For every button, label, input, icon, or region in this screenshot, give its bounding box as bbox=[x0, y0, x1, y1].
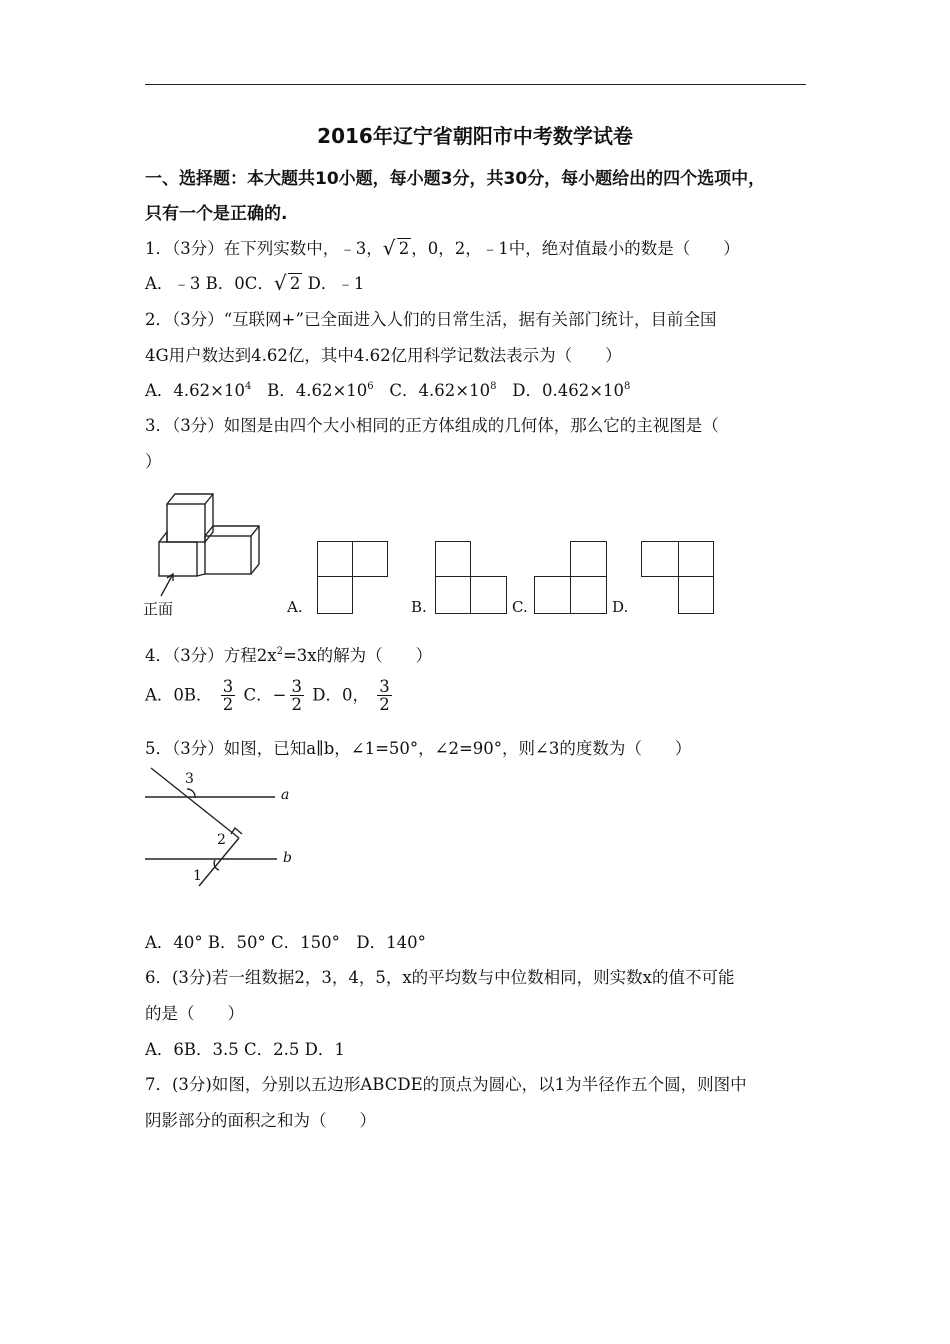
top-cube-front bbox=[167, 504, 205, 542]
q2-option-b: B．4.62×10 bbox=[267, 381, 368, 400]
q3-option-a-cell bbox=[317, 576, 353, 614]
q3-front-label: 正面 bbox=[143, 600, 174, 618]
q4-option-d: D．0， bbox=[312, 685, 369, 705]
q3-option-b-cell bbox=[435, 576, 471, 614]
q4-fraction-b-num: 3 bbox=[222, 677, 234, 696]
section-heading-line2: 只有一个是正确的. bbox=[145, 204, 288, 224]
q4-fraction-c-sign: − bbox=[272, 685, 287, 705]
bottom-right-cube-edge bbox=[251, 526, 259, 536]
transversal-upper bbox=[151, 768, 239, 838]
page-title: 2016年辽宁省朝阳市中考数学试卷 bbox=[317, 124, 633, 148]
q5-label-1: 1 bbox=[193, 868, 202, 884]
q2-option-d-exp: 8 bbox=[624, 381, 631, 392]
q3-option-a-label: A. bbox=[287, 598, 303, 616]
q5-label-a: a bbox=[281, 787, 290, 803]
q2-option-a: A．4.62×10 bbox=[145, 381, 245, 400]
q3-option-c-cell bbox=[534, 576, 571, 614]
q3-option-d-label: D. bbox=[612, 598, 629, 616]
q1-sqrt bbox=[383, 239, 412, 258]
q4-fraction-b-den: 2 bbox=[222, 695, 234, 715]
q1-option-sqrt bbox=[274, 274, 303, 293]
q3-option-b-label: B. bbox=[411, 598, 427, 616]
question-3-line1: 3．（3分）如图是由四个大小相同的正方体组成的几何体，那么它的主视图是（ bbox=[145, 416, 719, 435]
q3-option-b-cell bbox=[435, 541, 471, 577]
question-3-line2: ） bbox=[145, 452, 162, 471]
q1-options-a: A．﹣3 B．0C． bbox=[145, 274, 274, 293]
bottom-left-cube-front bbox=[159, 542, 197, 576]
q1-option-sqrt-radicand: 2 bbox=[289, 274, 301, 293]
q2-option-c-exp: 8 bbox=[490, 381, 497, 392]
q2-option-d: D．0.462×10 bbox=[512, 381, 625, 400]
q3-option-c-cell bbox=[570, 576, 607, 614]
question-2-options bbox=[145, 377, 630, 401]
bottom-right-cube-front bbox=[205, 536, 251, 574]
q4-stem-b: =3x的解为（ ） bbox=[282, 646, 433, 665]
q3-option-b-cell bbox=[470, 576, 507, 614]
q3-option-d-cell bbox=[678, 541, 714, 577]
q1-stem-b: ，0，2，﹣1中，绝对值最小的数是（ ） bbox=[411, 239, 740, 258]
q4-option-a: A．0B． bbox=[145, 685, 213, 705]
question-2-line2: 4G用户数达到4.62亿，其中4.62亿用科学记数法表示为（ ） bbox=[145, 346, 622, 365]
q4-fraction-c bbox=[290, 678, 305, 714]
bottom-left-cube-top bbox=[159, 532, 167, 542]
q1-stem-a: 1．（3分）在下列实数中，﹣3， bbox=[145, 239, 383, 258]
cube-join-edge bbox=[197, 574, 205, 576]
q3-option-d-cell bbox=[678, 576, 714, 614]
question-7-line2: 阴影部分的面积之和为（ ） bbox=[145, 1111, 376, 1130]
q4-stem-exp: 2 bbox=[276, 646, 283, 657]
q4-fraction-c-den: 2 bbox=[291, 695, 302, 715]
question-7-line1: 7．(3分)如图，分别以五边形ABCDE的顶点为圆心，以1为半径作五个圆，则图中 bbox=[145, 1075, 747, 1094]
q5-label-b: b bbox=[283, 850, 292, 866]
q4-fraction-c-num: 3 bbox=[291, 677, 302, 696]
question-4-options bbox=[145, 678, 395, 714]
q4-fraction-b bbox=[221, 678, 236, 714]
question-5-stem: 5．（3分）如图，已知a∥b，∠1=50°，∠2=90°，则∠3的度数为（ ） bbox=[145, 739, 692, 758]
q4-option-c: C． bbox=[243, 685, 273, 705]
question-4-stem bbox=[145, 642, 432, 666]
q2-option-c: C．4.62×10 bbox=[389, 381, 491, 400]
q4-stem-a: 4．（3分）方程2x bbox=[145, 646, 277, 665]
q1-sqrt-radicand: 2 bbox=[398, 239, 410, 258]
question-6-line1: 6．(3分)若一组数据2，3，4，5，x的平均数与中位数相同，则实数x的值不可能 bbox=[145, 968, 735, 987]
question-1-options bbox=[145, 270, 364, 294]
top-rule bbox=[145, 84, 806, 85]
question-1-stem bbox=[145, 235, 740, 259]
question-6-options: A．6B．3.5 C．2.5 D．1 bbox=[145, 1040, 345, 1059]
q5-label-3: 3 bbox=[185, 771, 194, 787]
q3-option-c-cell bbox=[570, 541, 607, 577]
q4-fraction-d-den: 2 bbox=[379, 695, 390, 715]
top-cube-edge bbox=[205, 494, 213, 504]
q2-option-b-exp: 6 bbox=[367, 381, 374, 392]
question-2-line1: 2．（3分）“互联网+”已全面进入人们的日常生活，据有关部门统计，目前全国 bbox=[145, 310, 717, 329]
q2-option-a-exp: 4 bbox=[244, 381, 252, 392]
q1-options-b: D．﹣1 bbox=[302, 274, 365, 293]
q5-label-2: 2 bbox=[217, 832, 226, 848]
section-heading-line1: 一、选择题：本大题共10小题，每小题3分，共30分，每小题给出的四个选项中， bbox=[145, 169, 766, 189]
q4-fraction-d-num: 3 bbox=[379, 677, 390, 696]
question-6-line2: 的是（ ） bbox=[145, 1004, 244, 1023]
q3-option-a-cell bbox=[317, 541, 353, 577]
q3-option-c-label: C. bbox=[512, 598, 528, 616]
q4-fraction-d bbox=[377, 678, 392, 714]
question-5-options: A．40° B．50° C．150° D．140° bbox=[145, 933, 426, 952]
q3-option-a-cell bbox=[352, 541, 388, 577]
q3-option-d-cell bbox=[641, 541, 679, 577]
